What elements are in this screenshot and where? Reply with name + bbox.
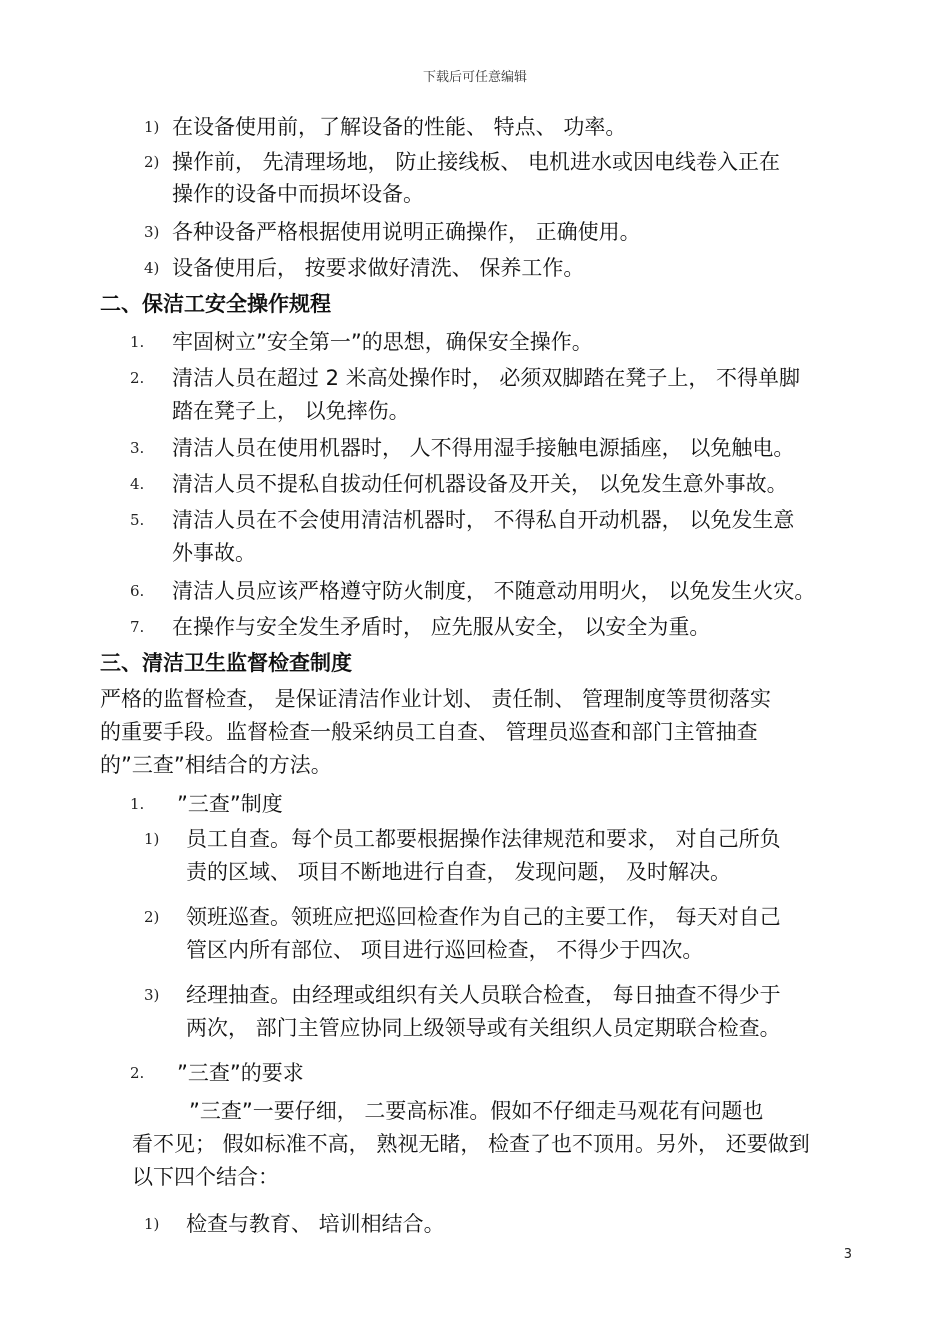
list-item-text: 在操作与安全发生矛盾时， 应先服从安全， 以安全为重。: [172, 615, 711, 639]
list-item-text: 经理抽查。由经理或组织有关人员联合检查， 每日抽查不得少于: [186, 983, 781, 1007]
list-item-text: 员工自查。每个员工都要根据操作法律规范和要求， 对自己所负: [186, 827, 781, 851]
list-number: 3.: [130, 439, 145, 457]
list-item-text: 清洁人员不提私自拔动任何机器设备及开关， 以免发生意外事故。: [172, 472, 788, 496]
paragraph-line: 看不见； 假如标准不高， 熟视无睹， 检查了也不顶用。另外， 还要做到: [132, 1132, 810, 1156]
section-heading: 二、保洁工安全操作规程: [100, 292, 331, 316]
list-item-text: 两次， 部门主管应协同上级领导或有关组织人员定期联合检查。: [186, 1016, 781, 1040]
list-number: 1): [144, 830, 160, 848]
list-number: 1.: [130, 333, 145, 351]
list-item-text: 在设备使用前，了解设备的性能、 特点、 功率。: [172, 115, 627, 139]
list-item-text: 清洁人员在超过 2 米高处操作时， 必须双脚踏在凳子上， 不得单脚: [172, 366, 801, 390]
list-item-text: 牢固树立”安全第一”的思想，确保安全操作。: [172, 330, 593, 354]
paragraph-line: 的”三查”相结合的方法。: [100, 753, 332, 777]
list-item-text: 操作前， 先清理场地， 防止接线板、 电机进水或因电线卷入正在: [172, 150, 781, 174]
list-item-text: 清洁人员在使用机器时， 人不得用湿手接触电源插座， 以免触电。: [172, 436, 795, 460]
list-number: 3): [144, 223, 160, 241]
subheading: ”三查”制度: [177, 792, 283, 816]
page-header: 下载后可任意编辑: [422, 70, 527, 85]
list-number: 4): [144, 259, 160, 277]
list-number: 7.: [130, 618, 145, 636]
list-item-text: 踏在凳子上， 以免摔伤。: [172, 399, 410, 423]
list-item-text: 清洁人员应该严格遵守防火制度， 不随意动用明火， 以免发生火灾。: [172, 579, 816, 603]
list-item-text: 外事故。: [172, 541, 256, 565]
list-item-text: 检查与教育、 培训相结合。: [186, 1212, 445, 1236]
list-number: 3): [144, 986, 160, 1004]
list-item-text: 责的区域、 项目不断地进行自查， 发现问题， 及时解决。: [186, 860, 732, 884]
list-number: 2.: [130, 1064, 145, 1082]
list-item-text: 操作的设备中而损坏设备。: [172, 182, 424, 206]
list-item-text: 各种设备严格根据使用说明正确操作， 正确使用。: [172, 220, 641, 244]
list-number: 1): [144, 118, 160, 136]
list-number: 4.: [130, 475, 145, 493]
list-item-text: 设备使用后， 按要求做好清洗、 保养工作。: [172, 256, 585, 280]
list-number: 5.: [130, 511, 145, 529]
list-number: 2.: [130, 369, 145, 387]
list-number: 6.: [130, 582, 145, 600]
subheading: ”三查”的要求: [177, 1061, 304, 1085]
paragraph-line: 严格的监督检查， 是保证清洁作业计划、 责任制、 管理制度等贯彻落实: [100, 687, 772, 711]
list-item-text: 管区内所有部位、 项目进行巡回检查， 不得少于四次。: [186, 938, 704, 962]
list-number: 2): [144, 908, 160, 926]
paragraph-line: 以下四个结合：: [132, 1165, 279, 1189]
paragraph-line: ”三查”一要仔细， 二要高标准。假如不仔细走马观花有问题也: [189, 1099, 764, 1123]
list-number: 1.: [130, 795, 145, 813]
list-number: 1): [144, 1215, 160, 1233]
section-heading: 三、清洁卫生监督检查制度: [100, 651, 352, 675]
list-item-text: 领班巡查。领班应把巡回检查作为自己的主要工作， 每天对自己: [186, 905, 781, 929]
list-number: 2): [144, 153, 160, 171]
page-number: 3: [843, 1247, 852, 1262]
paragraph-line: 的重要手段。监督检查一般采纳员工自查、 管理员巡查和部门主管抽查: [100, 720, 758, 744]
list-item-text: 清洁人员在不会使用清洁机器时， 不得私自开动机器， 以免发生意: [172, 508, 795, 532]
